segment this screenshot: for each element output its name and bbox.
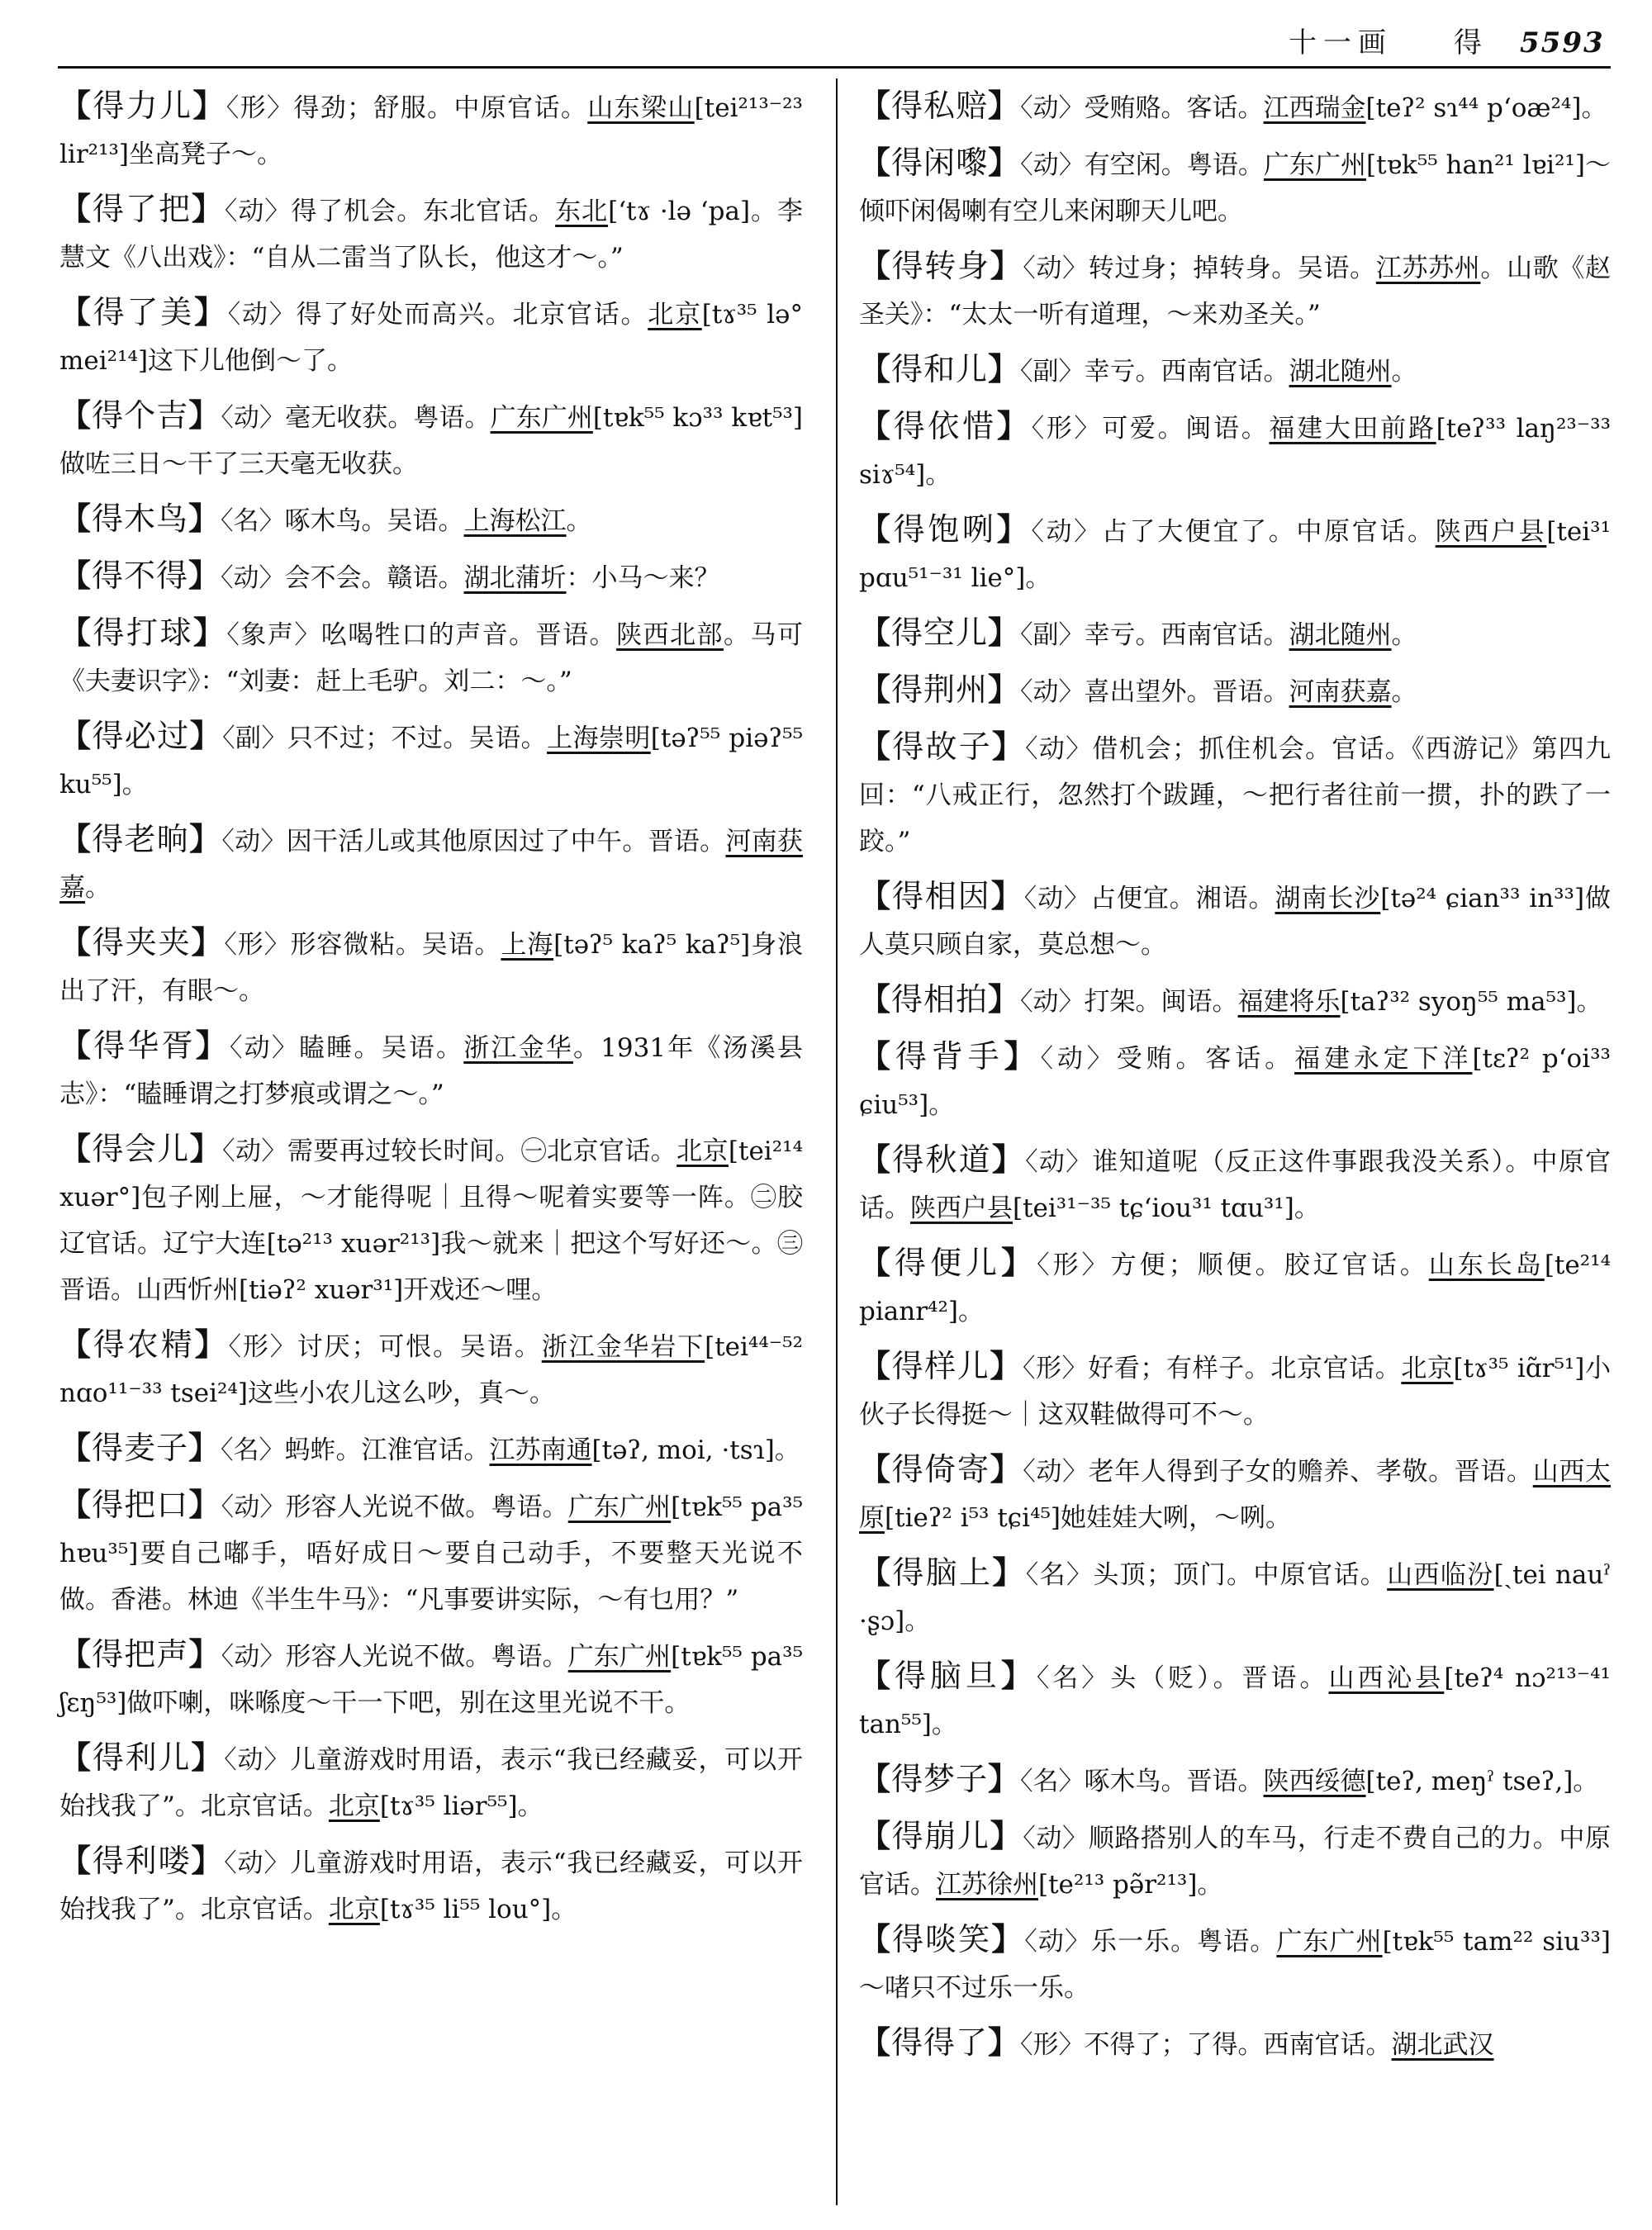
entry-pos: 〈动〉 [1020,677,1085,707]
entry-pos: 〈动〉 [229,1033,300,1063]
entry-place: 陕西户县 [910,1193,1013,1223]
entry-headword: 【得夹夹】 [59,923,225,961]
entry-headword: 【得啖笑】 [859,1920,1025,1957]
entry-headword: 【得会儿】 [59,1130,223,1167]
entry-pos: 〈形〉 [228,1332,297,1362]
dictionary-entry [59,816,803,911]
entry-definition: 受贿。客话。 [1116,1044,1295,1074]
dictionary-entry [59,1425,803,1473]
entry-example: [tɐk⁵⁵ tam²² siu³³]～啫只不过乐一乐。 [859,1927,1611,2003]
entry-place: 山东梁山 [587,93,695,123]
dictionary-entry [59,1734,803,1829]
dictionary-entry [59,1838,803,1933]
entry-pos: 〈动〉 [221,563,285,593]
entry-example: [ˏtei nauˀ ·ʂɔ]。 [859,1560,1612,1636]
entry-headword: 【得相拍】 [859,980,1021,1018]
entry-headword: 【得必过】 [59,717,223,754]
entry-definition: 幸亏。西南官话。 [1084,620,1289,650]
entry-example: 。马可《夫妻识字》：“刘妻：赶上毛驴。刘二：～。” [59,620,803,696]
entry-pos: 〈动〉 [224,1745,291,1775]
entry-headword: 【得闲嚟】 [859,144,1021,181]
entry-headword: 【得转身】 [859,247,1023,284]
entry-place: 福建大田前路 [1269,414,1436,444]
entry-place: 东北 [555,197,609,226]
entry-pos: 〈形〉 [1020,2030,1085,2060]
entry-pos: 〈动〉 [221,403,286,433]
entry-example: 。 [85,873,111,903]
dictionary-entry [859,346,1611,395]
entry-headword: 【得利儿】 [59,1739,225,1776]
entry-pos: 〈副〉 [222,724,287,753]
entry-headword: 【得打球】 [59,614,227,651]
entry-headword: 【得荆州】 [859,671,1021,708]
entry-place: 福建将乐 [1237,987,1341,1017]
entry-example: [tɐk⁵⁵ pa³⁵ hɐu³⁵]要自己嘟手，唔好成日～要自己动手，不要整天光说不做。香港。林迪《半生牛马》：“凡事要讲实际，～有乜用？” [59,1492,803,1615]
dictionary-entry [59,392,803,487]
entry-headword: 【得把口】 [59,1486,221,1523]
entry-place: 山西太原 [859,1457,1612,1533]
entry-definition: 打架。闽语。 [1084,987,1238,1017]
entry-pos: 〈形〉 [224,930,291,960]
entry-pos: 〈副〉 [1020,620,1085,650]
entry-definition: 形容微粘。吴语。 [290,930,501,960]
entry-headword: 【得脑旦】 [859,1657,1037,1694]
entry-place: 广东广州 [567,1642,672,1672]
dictionary-entry [859,403,1611,498]
header-char: 得 [1454,26,1482,59]
entry-definition: 占便宜。湘语。 [1090,884,1275,913]
entry-example: [taʔ³² syoŋ⁵⁵ ma⁵³]。 [1340,987,1602,1017]
entry-place: 江苏南通 [489,1435,592,1465]
entry-definition: 受贿赂。客话。 [1084,93,1264,123]
entry-headword: 【得华胥】 [59,1027,230,1064]
entry-definition: 乐一乐。粤语。 [1090,1927,1277,1957]
dictionary-entry [859,976,1611,1025]
entry-place: 江苏徐州 [936,1870,1038,1900]
entry-definition: 有空闲。粤语。 [1084,150,1264,180]
entry-example: [teʔ, meŋˀ tseʔ,]。 [1365,1767,1599,1796]
entry-example: [tei³¹ pɑu⁵¹⁻³¹ lie°]。 [859,517,1612,593]
dictionary-entry [59,1126,803,1313]
entry-place: 山东长岛 [1428,1250,1545,1280]
entry-place: 北京 [1401,1354,1454,1383]
entry-headword: 【得和儿】 [859,350,1021,387]
entry-pos: 〈动〉 [1020,987,1085,1017]
entry-pos: 〈名〉 [1025,1560,1094,1590]
entry-definition: 得了机会。东北官话。 [291,197,556,226]
entry-definition: 形容人光说不做。粤语。 [285,1492,568,1522]
entry-place: 湖北蒲圻 [463,563,567,593]
dictionary-entry [59,1321,803,1416]
entry-headword: 【得把声】 [59,1635,221,1672]
entry-place: 湖北随州 [1289,357,1392,387]
entry-pos: 〈动〉 [224,1848,291,1878]
entry-example: [tɤ³⁵ iɑ̃r⁵¹]小伙子长得挺～｜这双鞋做得可不～。 [859,1354,1611,1430]
column-divider [836,78,838,2205]
entry-headword: 【得梦子】 [859,1760,1021,1797]
entry-pos: 〈动〉 [1023,1457,1089,1487]
entry-pos: 〈名〉 [221,506,285,536]
dictionary-entry [859,1343,1611,1438]
entry-pos: 〈名〉 [221,1435,285,1465]
entry-pos: 〈动〉 [1040,1044,1117,1074]
entry-headword: 【得相因】 [859,877,1024,914]
entry-definition: 谁知道呢（反正这件事跟我没关系）。中原官话。 [859,1147,1611,1223]
entry-example: [təʔ, moi, ·tsɿ]。 [591,1435,800,1465]
entry-definition: 顺路搭别人的车马，行走不费自己的力。中原官话。 [859,1824,1611,1900]
entry-definition: 好看；有样子。北京官话。 [1088,1354,1402,1383]
entry-place: 湖南长沙 [1275,884,1381,913]
entry-pos: 〈名〉 [1020,1767,1085,1796]
entry-example: 。 [1391,357,1417,387]
dictionary-entry [859,1446,1611,1541]
entry-definition: 需要再过较长时间。㊀北京官话。 [287,1136,677,1166]
entry-place: 福建永定下洋 [1294,1044,1473,1074]
dictionary-entry [859,873,1611,968]
entry-example: [tɐk⁵⁵ kɔ³³ kɐt⁵³]做咗三日～干了三天毫无收获。 [59,403,804,479]
entry-headword: 【得力儿】 [59,87,226,124]
dictionary-entry [59,289,803,384]
entry-definition: 啄木鸟。晋语。 [1084,1767,1264,1796]
entry-place: 湖北随州 [1289,620,1392,650]
dictionary-entry [859,667,1611,715]
entry-place: 陕西北部 [616,620,724,650]
entry-example: 。1931年《汤溪县志》：“瞌睡谓之打梦痕或谓之～。” [59,1033,803,1109]
entry-definition: 儿童游戏时用语，表示“我已经藏妥，可以开始找我了”。北京官话。 [59,1848,803,1924]
entry-example: [tei³¹⁻³⁵ tɕʻiou³¹ tɑu³¹]。 [1013,1193,1320,1223]
entry-definition: 儿童游戏时用语，表示“我已经藏妥，可以开始找我了”。北京官话。 [59,1745,803,1821]
entry-example: ：小马～来？ [566,563,720,593]
entry-pos: 〈动〉 [222,1136,287,1166]
entry-place: 北京 [676,1136,729,1166]
page-header [0,18,1652,68]
entry-pos: 〈名〉 [1036,1663,1111,1693]
entry-example: [teʔ³³ laŋ²³⁻³³ siɤ⁵⁴]。 [859,414,1612,490]
entry-example: [tɤ³⁵ liər⁵⁵]。 [379,1791,544,1821]
entry-example: [tɤ³⁵ lə° mei²¹⁴]这下儿他倒～了。 [59,300,803,376]
entry-place: 河南获嘉 [1289,677,1392,707]
dictionary-entry [859,1549,1611,1644]
dictionary-entry [59,919,803,1014]
entry-headword: 【得饱咧】 [859,510,1032,548]
entry-pos: 〈动〉 [221,827,287,856]
entry-place: 浙江金华 [463,1033,573,1063]
entry-headword: 【得崩儿】 [859,1817,1023,1854]
entry-definition: 得了好处而高兴。北京官话。 [296,300,648,330]
entry-definition: 占了大便宜了。中原官话。 [1101,517,1436,547]
entry-headword: 【得了美】 [59,293,228,330]
entry-example: [tieʔ² i⁵³ tɕi⁴⁵]她娃娃大咧，～咧。 [885,1503,1292,1533]
entry-headword: 【得了把】 [59,190,225,227]
entry-place: 北京 [328,1791,380,1821]
entry-place: 河南获嘉 [59,827,803,903]
entry-example: [ʻtɤ ·lə ʻpa]。李慧文《八出戏》：“自从二雷当了队长，他这才～。” [59,197,803,273]
entry-pos: 〈形〉 [225,93,294,123]
entry-pos: 〈动〉 [1025,1147,1093,1177]
entry-pos: 〈动〉 [1031,517,1102,547]
entry-pos: 〈动〉 [1023,254,1089,283]
entry-place: 北京 [328,1895,380,1924]
entry-place: 山西沁县 [1328,1663,1445,1693]
entry-example: [tei²¹⁴ xuər°]包子刚上屉，～才能得呢｜且得～呢着实要等一阵。㊁胶辽官话。辽宁大连[tə²¹³ xuər²¹³]我～就来｜把这个写好还～。㊂晋语。山西忻州[tiəʔ² xuər³¹]开戏还～哩。 [59,1136,803,1305]
entry-definition: 讨厌；可恨。吴语。 [297,1332,542,1362]
dictionary-entry [859,1240,1611,1335]
dictionary-entry [859,2019,1611,2068]
dictionary-entry [59,1022,803,1117]
entry-headword: 【得倚寄】 [859,1450,1023,1487]
entry-example: 。 [566,506,592,536]
entry-pos: 〈动〉 [227,300,297,330]
entry-place: 上海 [501,930,554,960]
entry-pos: 〈动〉 [221,1492,286,1522]
entry-pos: 〈动〉 [1025,734,1093,764]
entry-definition: 头（贬）。晋语。 [1110,1663,1329,1693]
entry-example: [tei²¹³⁻²³ lir²¹³]坐高凳子～。 [59,93,803,169]
entry-definition: 不得了；了得。西南官话。 [1084,2030,1392,2060]
entry-pos: 〈象声〉 [226,620,321,650]
entry-example: [teʔ² sɿ⁴⁴ pʻoæ²⁴]。 [1365,93,1607,123]
entry-example: 。 [1391,677,1417,707]
entry-place: 浙江金华岩下 [541,1332,705,1362]
entry-example: [te²¹³ pə̃r²¹³]。 [1038,1870,1223,1900]
entry-place: 山西临汾 [1387,1560,1494,1590]
page-number: 5593 [1520,26,1605,59]
dictionary-entry [59,496,803,544]
dictionary-entry [59,553,803,601]
entry-place: 上海崇明 [547,724,651,753]
entry-definition: 会不会。赣语。 [284,563,464,593]
entry-headword: 【得脑上】 [859,1554,1026,1591]
entry-headword: 【得农精】 [59,1326,229,1363]
entry-example: 《西游记》第四九回：“八戒正行，忽然打个跋踵，～把行者往前一掼，扑的跌了一跤。” [859,734,1612,856]
entry-headword: 【得背手】 [859,1037,1041,1075]
entry-headword: 【得私赔】 [859,87,1021,124]
entry-example: [tɐk⁵⁵ han²¹ lɐi²¹]～倾吓闲偈喇有空儿来闲聊天儿吧。 [859,150,1611,226]
entry-definition: 只不过；不过。吴语。 [287,724,548,753]
entry-headword: 【得不得】 [59,557,221,594]
entry-place: 湖北武汉 [1391,2030,1494,2060]
entry-definition: 转过身；掉转身。吴语。 [1088,254,1376,283]
entry-example: [təʔ⁵ kaʔ⁵ kaʔ⁵]身浪出了汗，有眼～。 [59,930,803,1006]
dictionary-entry [859,1033,1611,1128]
left-column [59,83,803,1941]
entry-headword: 【得老晌】 [59,820,222,857]
entry-headword: 【得秋道】 [859,1141,1026,1178]
entry-place: 广东广州 [1276,1927,1383,1957]
entry-headword: 【得得了】 [859,2024,1021,2061]
dictionary-entry [859,1813,1611,1908]
dictionary-entry [859,506,1611,601]
entry-pos: 〈动〉 [1023,1824,1089,1853]
entry-headword: 【得个吉】 [59,396,221,434]
entry-pos: 〈副〉 [1020,357,1085,387]
dictionary-entry [859,83,1611,131]
entry-pos: 〈动〉 [1024,1927,1091,1957]
entry-definition: 瞌睡。吴语。 [299,1033,464,1063]
entry-example: [tɛʔ² pʻoi³³ ɕiu⁵³]。 [859,1044,1611,1120]
dictionary-entry [59,1482,803,1623]
header-rule [58,66,1611,69]
entry-pos: 〈动〉 [1020,150,1085,180]
header-section: 十一画 [1289,26,1393,59]
entry-place: 陕西户县 [1435,517,1547,547]
entry-headword: 【得故子】 [859,728,1026,765]
entry-headword: 【得便儿】 [859,1244,1037,1281]
dictionary-entry [59,83,803,178]
entry-place: 北京 [648,300,702,330]
entry-definition: 方便；顺便。胶辽官话。 [1110,1250,1429,1280]
entry-example: [te²¹⁴ pianr⁴²]。 [859,1250,1611,1326]
entry-place: 广东广州 [490,403,593,433]
entry-example: [tə²⁴ ɕian³³ in³³]做人莫只顾自家，莫总想～。 [859,884,1611,960]
entry-example: [teʔ⁴ nɔ²¹³⁻⁴¹ tan⁵⁵]。 [859,1663,1611,1739]
entry-definition: 得劲；舒服。中原官话。 [293,93,588,123]
entry-place: 陕西绥德 [1263,1767,1366,1796]
dictionary-entry [859,1916,1611,2011]
entry-pos: 〈形〉 [1022,1354,1089,1383]
entry-definition: 形容人光说不做。粤语。 [285,1642,568,1672]
entry-pos: 〈形〉 [1037,1250,1111,1280]
dictionary-entry [859,1653,1611,1748]
dictionary-entry [859,243,1611,338]
entry-pos: 〈动〉 [221,1642,286,1672]
entry-place: 广东广州 [1263,150,1366,180]
entry-definition: 头顶；顶门。中原官话。 [1093,1560,1388,1590]
entry-pos: 〈形〉 [1031,414,1103,444]
entry-definition: 老年人得到子女的赡养、孝敬。晋语。 [1088,1457,1533,1487]
entry-headword: 【得木鸟】 [59,500,221,537]
entry-definition: 毫无收获。粤语。 [285,403,491,433]
entry-definition: 啄木鸟。吴语。 [284,506,464,536]
dictionary-entry [859,724,1611,865]
entry-headword: 【得样儿】 [859,1347,1023,1384]
entry-definition: 吆喝牲口的声音。晋语。 [320,620,617,650]
entry-definition: 借机会；抓住机会。官话。 [1092,734,1412,764]
entry-pos: 〈动〉 [1020,93,1085,123]
entry-pos: 〈动〉 [1023,884,1090,913]
right-column [859,83,1611,2076]
entry-headword: 【得麦子】 [59,1429,221,1466]
dictionary-entry [859,610,1611,658]
entry-place: 江西瑞金 [1263,93,1366,123]
dictionary-entry [59,1631,803,1726]
entry-headword: 【得空儿】 [859,614,1021,651]
entry-definition: 蚂蚱。江淮官话。 [284,1435,490,1465]
entry-example: [tei⁴⁴⁻⁵² nɑo¹¹⁻³³ tsei²⁴]这些小农儿这么吵，真～。 [59,1332,803,1408]
entry-example: [tɐk⁵⁵ pa³⁵ ʃɛŋ⁵³]做吓喇，咪喺度～干一下吧，别在这里光说不干。 [59,1642,803,1718]
dictionary-entry [859,1136,1611,1231]
dictionary-entry [59,713,803,808]
entry-example: [təʔ⁵⁵ piəʔ⁵⁵ ku⁵⁵]。 [59,724,803,799]
entry-example: [tɤ³⁵ li⁵⁵ lou°]。 [379,1895,577,1924]
entry-place: 江苏苏州 [1375,254,1481,283]
entry-place: 上海松江 [463,506,567,536]
dictionary-entry [59,610,803,705]
entry-headword: 【得利喽】 [59,1842,225,1879]
dictionary-entry [859,140,1611,235]
entry-definition: 幸亏。西南官话。 [1084,357,1289,387]
entry-headword: 【得依惜】 [859,407,1032,444]
entry-pos: 〈动〉 [224,197,292,226]
entry-place: 广东广州 [567,1492,672,1522]
dictionary-entry [59,186,803,281]
entry-definition: 喜出望外。晋语。 [1084,677,1289,707]
entry-definition: 因干活儿或其他原因过了中午。晋语。 [286,827,726,856]
entry-example: 。 [1391,620,1417,650]
entry-definition: 可爱。闽语。 [1102,414,1270,444]
entry-example: 。山歌《赵圣关》：“太太一听有道理，～来劝圣关。” [859,254,1612,330]
dictionary-entry [859,1756,1611,1805]
